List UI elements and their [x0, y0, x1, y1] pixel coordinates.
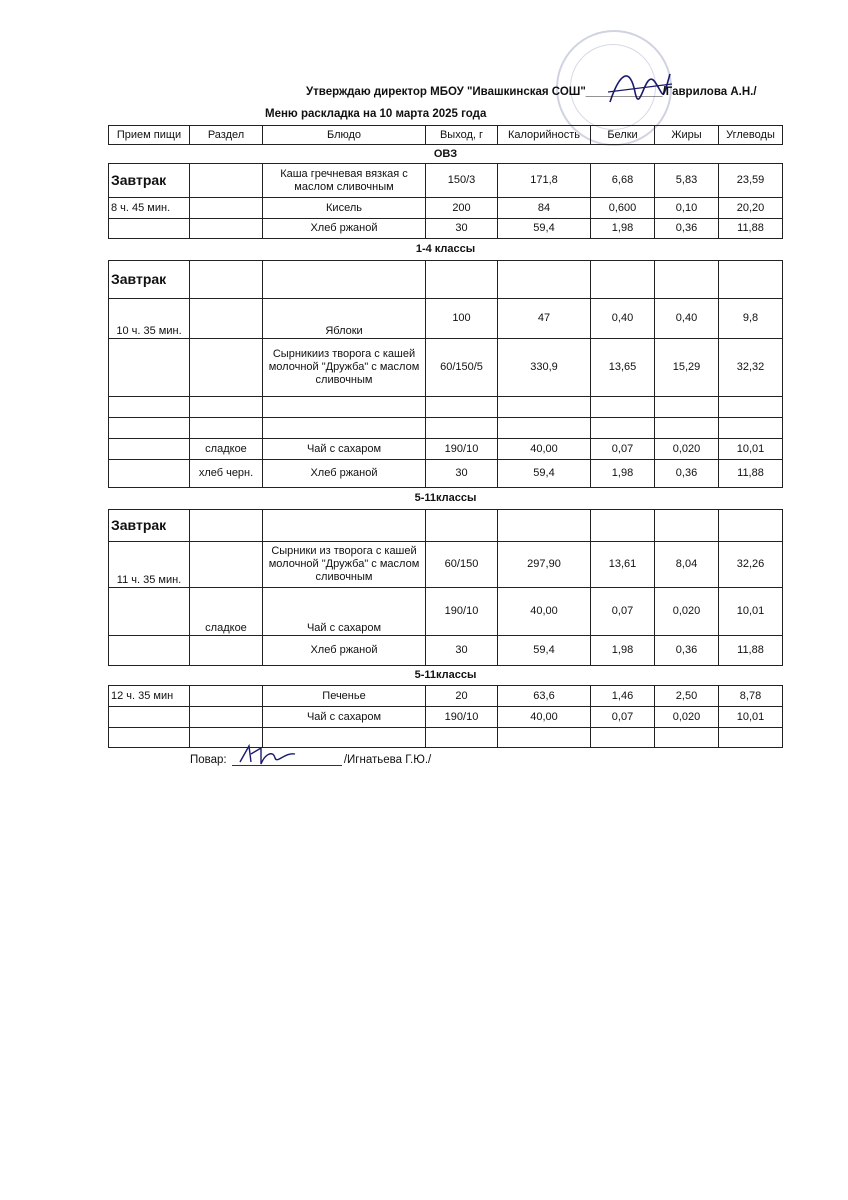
carbs-cell: 9,8	[719, 299, 783, 339]
kcal-cell: 59,4	[498, 636, 591, 666]
col-header: Калорийность	[498, 126, 591, 145]
output-cell: 200	[426, 198, 498, 219]
meal-cell: 10 ч. 35 мин.	[109, 299, 190, 339]
header-row	[109, 126, 783, 145]
kcal-cell: 330,9	[498, 339, 591, 397]
cook-line	[190, 754, 431, 766]
protein-cell: 0,40	[591, 299, 655, 339]
section-cell: хлеб черн.	[190, 460, 263, 488]
approval-text: Утверждаю директор МБОУ "Ивашкинская СОШ"	[306, 86, 586, 98]
meal-cell: Завтрак	[109, 164, 190, 198]
output-cell	[426, 261, 498, 299]
fat-cell: 2,50	[655, 686, 719, 707]
dish-cell: Хлеб ржаной	[263, 460, 426, 488]
empty-row	[109, 728, 783, 748]
dish-cell: Чай с сахаром	[263, 588, 426, 636]
section-row	[109, 488, 783, 510]
carbs-cell: 32,26	[719, 542, 783, 588]
fat-cell: 0,36	[655, 219, 719, 239]
protein-cell: 0,07	[591, 439, 655, 460]
table-row	[109, 542, 783, 588]
output-cell: 150/3	[426, 164, 498, 198]
carbs-cell: 10,01	[719, 439, 783, 460]
meal-cell	[109, 460, 190, 488]
section-cell	[190, 198, 263, 219]
kcal-cell: 171,8	[498, 164, 591, 198]
kcal-cell: 47	[498, 299, 591, 339]
table-row	[109, 299, 783, 339]
col-header: Блюдо	[263, 126, 426, 145]
meal-cell	[109, 219, 190, 239]
output-cell	[426, 510, 498, 542]
section-cell	[190, 299, 263, 339]
menu-table	[108, 125, 783, 748]
meal-cell	[109, 339, 190, 397]
section-title: ОВЗ	[109, 145, 783, 164]
protein-cell: 1,98	[591, 219, 655, 239]
table-row	[109, 439, 783, 460]
fat-cell: 0,36	[655, 460, 719, 488]
col-header: Выход, г	[426, 126, 498, 145]
meal-cell: Завтрак	[109, 261, 190, 299]
section-cell	[190, 164, 263, 198]
carbs-cell	[719, 510, 783, 542]
carbs-cell: 20,20	[719, 198, 783, 219]
section-row	[109, 666, 783, 686]
section-cell	[190, 542, 263, 588]
empty-row	[109, 418, 783, 439]
meal-cell: Завтрак	[109, 510, 190, 542]
fat-cell	[655, 261, 719, 299]
protein-cell: 13,61	[591, 542, 655, 588]
meal-cell	[109, 588, 190, 636]
protein-cell: 1,46	[591, 686, 655, 707]
fat-cell: 0,020	[655, 707, 719, 728]
section-cell	[190, 707, 263, 728]
table-row	[109, 686, 783, 707]
col-header: Жиры	[655, 126, 719, 145]
meal-cell	[109, 636, 190, 666]
output-cell: 60/150/5	[426, 339, 498, 397]
protein-cell: 13,65	[591, 339, 655, 397]
protein-cell: 0,600	[591, 198, 655, 219]
approval-line	[306, 86, 757, 98]
fat-cell: 15,29	[655, 339, 719, 397]
kcal-cell: 40,00	[498, 439, 591, 460]
kcal-cell: 59,4	[498, 219, 591, 239]
meal-cell: 12 ч. 35 мин	[109, 686, 190, 707]
kcal-cell: 84	[498, 198, 591, 219]
meal-cell: 8 ч. 45 мин.	[109, 198, 190, 219]
dish-cell	[263, 510, 426, 542]
output-cell: 60/150	[426, 542, 498, 588]
fat-cell: 0,020	[655, 588, 719, 636]
carbs-cell: 10,01	[719, 588, 783, 636]
dish-cell: Чай с сахаром	[263, 439, 426, 460]
table-row	[109, 707, 783, 728]
dish-cell: Хлеб ржаной	[263, 636, 426, 666]
dish-cell: Сырникииз творога с кашей молочной "Дружба" с маслом сливочным	[263, 339, 426, 397]
fat-cell: 0,020	[655, 439, 719, 460]
protein-cell: 1,98	[591, 636, 655, 666]
dish-cell: Яблоки	[263, 299, 426, 339]
kcal-cell: 59,4	[498, 460, 591, 488]
dish-cell: Каша гречневая вязкая с маслом сливочным	[263, 164, 426, 198]
section-cell	[190, 219, 263, 239]
kcal-cell: 297,90	[498, 542, 591, 588]
dish-cell: Чай с сахаром	[263, 707, 426, 728]
fat-cell: 0,10	[655, 198, 719, 219]
dish-cell	[263, 261, 426, 299]
carbs-cell: 11,88	[719, 460, 783, 488]
cook-signature	[235, 740, 305, 770]
protein-cell: 1,98	[591, 460, 655, 488]
section-cell	[190, 686, 263, 707]
menu-title: Меню раскладка на 10 марта 2025 года	[265, 108, 487, 120]
output-cell: 190/10	[426, 707, 498, 728]
output-cell: 100	[426, 299, 498, 339]
cook-name: /Игнатьева Г.Ю./	[343, 754, 432, 766]
dish-cell: Печенье	[263, 686, 426, 707]
section-cell	[190, 510, 263, 542]
section-title: 5-11классы	[109, 488, 783, 510]
col-header: Раздел	[190, 126, 263, 145]
dish-cell: Сырники из творога с кашей молочной "Дружба" с маслом сливочным	[263, 542, 426, 588]
output-cell: 30	[426, 636, 498, 666]
protein-cell: 6,68	[591, 164, 655, 198]
table-row	[109, 510, 783, 542]
approval-blank: ____________	[585, 86, 663, 98]
fat-cell: 0,36	[655, 636, 719, 666]
protein-cell	[591, 261, 655, 299]
section-title: 1-4 классы	[109, 239, 783, 261]
meal-cell	[109, 707, 190, 728]
dish-cell: Кисель	[263, 198, 426, 219]
kcal-cell	[498, 510, 591, 542]
approval-name: /Гаврилова А.Н./	[662, 86, 757, 98]
carbs-cell: 11,88	[719, 219, 783, 239]
col-header: Прием пищи	[109, 126, 190, 145]
kcal-cell: 63,6	[498, 686, 591, 707]
carbs-cell	[719, 261, 783, 299]
table-row	[109, 339, 783, 397]
table-row	[109, 261, 783, 299]
table-row	[109, 219, 783, 239]
section-cell: сладкое	[190, 588, 263, 636]
output-cell: 30	[426, 219, 498, 239]
carbs-cell: 32,32	[719, 339, 783, 397]
section-cell: сладкое	[190, 439, 263, 460]
protein-cell	[591, 510, 655, 542]
section-row	[109, 239, 783, 261]
protein-cell: 0,07	[591, 707, 655, 728]
col-header: Белки	[591, 126, 655, 145]
output-cell: 190/10	[426, 588, 498, 636]
kcal-cell: 40,00	[498, 707, 591, 728]
output-cell: 30	[426, 460, 498, 488]
dish-cell: Хлеб ржаной	[263, 219, 426, 239]
fat-cell: 8,04	[655, 542, 719, 588]
section-cell	[190, 261, 263, 299]
fat-cell: 5,83	[655, 164, 719, 198]
table-row	[109, 588, 783, 636]
output-cell: 20	[426, 686, 498, 707]
section-row	[109, 145, 783, 164]
section-cell	[190, 339, 263, 397]
carbs-cell: 11,88	[719, 636, 783, 666]
table-row	[109, 636, 783, 666]
fat-cell: 0,40	[655, 299, 719, 339]
carbs-cell: 10,01	[719, 707, 783, 728]
kcal-cell: 40,00	[498, 588, 591, 636]
empty-row	[109, 397, 783, 418]
section-title: 5-11классы	[109, 666, 783, 686]
table-row	[109, 164, 783, 198]
carbs-cell: 8,78	[719, 686, 783, 707]
meal-cell: 11 ч. 35 мин.	[109, 542, 190, 588]
section-cell	[190, 636, 263, 666]
output-cell: 190/10	[426, 439, 498, 460]
col-header: Углеводы	[719, 126, 783, 145]
carbs-cell: 23,59	[719, 164, 783, 198]
table-row	[109, 198, 783, 219]
cook-label: Повар:	[190, 754, 227, 766]
protein-cell: 0,07	[591, 588, 655, 636]
fat-cell	[655, 510, 719, 542]
meal-cell	[109, 439, 190, 460]
table-row	[109, 460, 783, 488]
kcal-cell	[498, 261, 591, 299]
